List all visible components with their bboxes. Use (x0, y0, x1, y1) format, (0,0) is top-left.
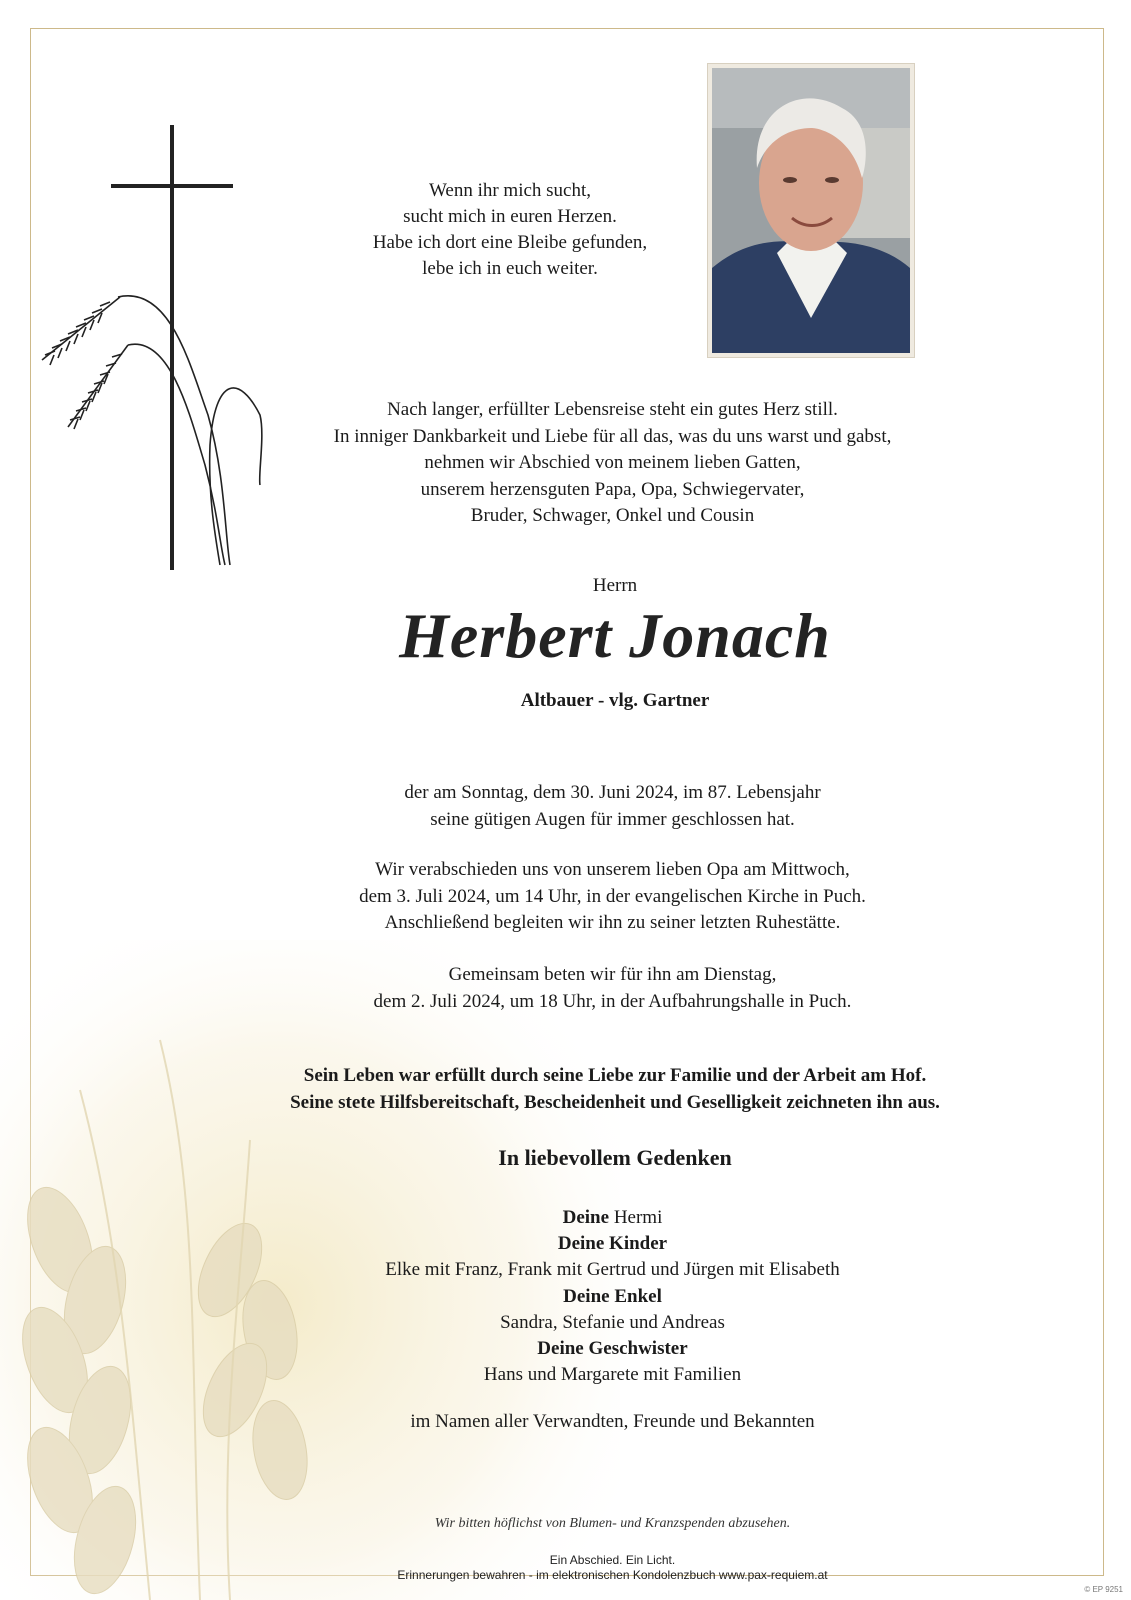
children-names: Elke mit Franz, Frank mit Gertrud und Jürgen mit Elisabeth (385, 1259, 840, 1281)
portrait-image (712, 68, 910, 353)
funeral-line: Wir verabschieden uns von unserem lieben Opa am Mittwoch, (375, 859, 850, 880)
intro-text (270, 397, 955, 530)
intro-line: In inniger Dankbarkeit und Liebe für all das, was du uns warst und gabst, (333, 425, 892, 447)
family-list (270, 1205, 955, 1388)
intro-line: nehmen wir Abschied von meinem lieben Gatten, (424, 452, 801, 473)
children-label: Deine Kinder (557, 1233, 668, 1255)
death-line: der am Sonntag, dem 30. Juni 2024, im 87. Lebensjahr (404, 782, 821, 803)
cross-wheat-illustration (30, 115, 280, 585)
prayer-line: Gemeinsam beten wir für ihn am Dienstag, (448, 964, 777, 985)
portrait-photo (707, 63, 915, 358)
spouse-name: Hermi (613, 1207, 663, 1228)
intro-line: Nach langer, erfüllter Lebensreise steht ein gutes Herz still. (387, 399, 838, 420)
funeral-line: dem 3. Juli 2024, um 14 Uhr, in der evangelischen Kirche in Puch. (359, 885, 866, 907)
tribute-line: Seine stete Hilfsbereitschaft, Bescheidenheit und Geselligkeit zeichneten ihn aus. (290, 1092, 940, 1113)
funeral-line: Anschließend begleiten wir ihn zu seiner letzten Ruhestätte. (384, 912, 841, 933)
prayer-info (250, 962, 975, 1015)
memory-heading: In liebevollem Gedenken (498, 1145, 732, 1170)
intro-line: Bruder, Schwager, Onkel und Cousin (470, 505, 755, 526)
grandchildren-label: Deine Enkel (563, 1285, 662, 1307)
deceased-name: Herbert Jonach (399, 600, 831, 671)
death-notice (270, 780, 955, 833)
poem-line: Habe ich dort eine Bleibe gefunden, (372, 232, 648, 253)
poem-line: Wenn ihr mich sucht, (428, 180, 592, 201)
cross-icon (111, 125, 233, 570)
wheat-icon (42, 296, 262, 565)
siblings-label: Deine Geschwister (537, 1338, 688, 1360)
occupation-subtitle: Altbauer - vlg. Gartner (520, 690, 710, 711)
poem-line: sucht mich in euren Herzen. (403, 206, 617, 227)
footer (270, 1553, 955, 1583)
salutation: Herrn (592, 575, 638, 596)
flower-request: Wir bitten höflichst von Blumen- und Kranzspenden abzusehen. (434, 1516, 791, 1531)
poem-line: lebe ich in euch weiter. (422, 258, 598, 279)
grandchildren-names: Sandra, Stefanie und Andreas (500, 1311, 725, 1333)
poem (300, 178, 720, 282)
funeral-info (250, 857, 975, 937)
siblings-names: Hans und Margarete mit Familien (483, 1364, 742, 1386)
document-code: © EP 9251 (1084, 1585, 1123, 1594)
spouse-line (270, 1205, 955, 1231)
tribute-line: Sein Leben war erfüllt durch seine Liebe zur Familie und der Arbeit am Hof. (303, 1065, 927, 1086)
footer-condolence-link[interactable]: Erinnerungen bewahren - im elektronischen Kondolenzbuch www.pax-requiem.at (397, 1568, 828, 1582)
footer-tagline: Ein Abschied. Ein Licht. (549, 1553, 676, 1567)
spouse-label: Deine (562, 1207, 610, 1228)
death-line: seine gütigen Augen für immer geschlossen hat. (430, 808, 795, 830)
prayer-line: dem 2. Juli 2024, um 18 Uhr, in der Aufbahrungshalle in Puch. (373, 990, 852, 1012)
closing-line: im Namen aller Verwandten, Freunde und Bekannten (410, 1411, 815, 1432)
tribute-text (200, 1062, 1030, 1116)
intro-line: unserem herzensguten Papa, Opa, Schwiegervater, (420, 478, 805, 500)
